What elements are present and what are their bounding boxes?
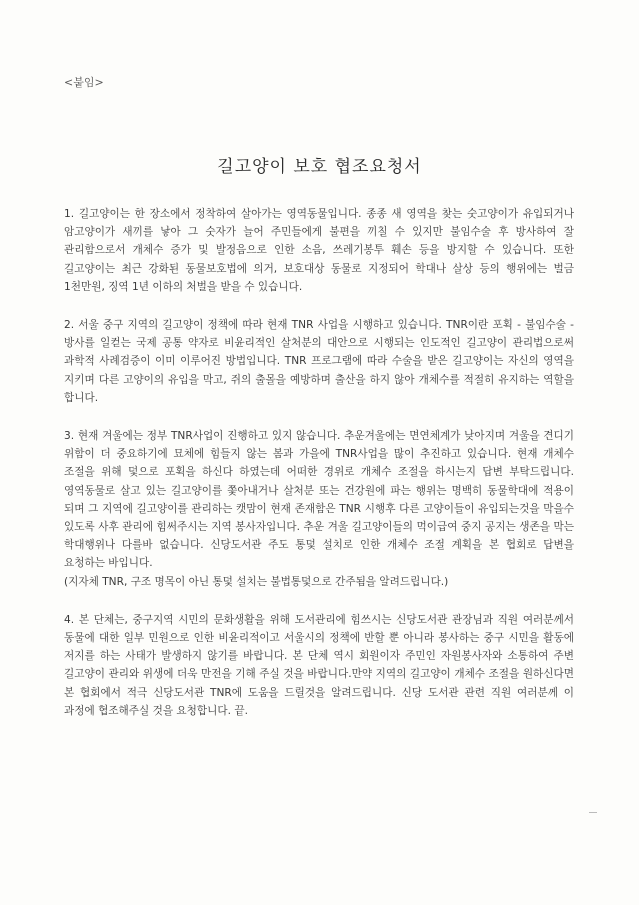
- paragraph-4: 4. 본 단체는, 중구지역 시민의 문화생활을 위해 도서관리에 힘쓰시는 신당도서관 관장님과 직원 여러분께서 동물에 대한 일부 민원으로 인한 비윤리적이고 서울시의 정책에 반할 뿐 아니라 봉사하는 중구 시민을 활동에 저지를 하는 사태가 발생하지 않기를 바랍니다. 본 단체 역시 회원이자 주민인 자원봉사자와 소통하여 주변 길고양이 관리와 위생에 더욱 만전을 기해 주실 것을 바랍니다.만약 지역의 길고양이 개체수 조절을 원하신다면 본 협회에서 적극 신당도서관 TNR에 도움을 드릴것을 알려드립니다. 신당 도서관 관련 직원 여러분께 이 과정에 협조해주실 것을 요청합니다. 끝.: [64, 613, 578, 717]
- scan-mark: [589, 812, 597, 813]
- document-title: 길고양이 보호 협조요청서: [217, 157, 422, 177]
- document-body: [64, 205, 578, 740]
- paragraph-3: 3. 현재 겨울에는 정부 TNR사업이 진행하고 있지 않습니다. 추운겨울에는 면연체계가 낮아지며 겨울을 견디기 위함이 더 중요하기에 묘체에 힘들지 않는 봄과 가을에 TNR사업을 많이 추진하고 있습니다. 현재 개체수 조절을 위해 덫으로 포획을 하신다 하였는데 어떠한 경위로 개체수 조절을 하시는지 답변 부탁드립니다. 영역동물로 살고 있는 길고양이를 쫓아내거나 살처분 또는 건강원에 파는 행위는 명백히 동물학대에 적용이 되며 그 지역에 길고양이를 관리하는 캣맘이 현재 존재함은 TNR 시행후 다른 고양이들이 유입되는것을 막을수 있도록 사후 관리에 힘써주시는 지역 봉사자입니다. 추운 겨울 길고양이들의 먹이급여 중지 공지는 생존을 막는 학대행위나 다를바 없습니다. 신당도서관 주도 통덫 설치로 인한 개체수 조절 계획을 본 협회로 답변을 요청하는 바입니다. (지자체 TNR, 구조 명목이 아닌 통덫 설치는 불법통덫으로 간주됨을 알려드립니다.): [64, 430, 574, 588]
- paragraph-2: 2. 서울 중구 지역의 길고양이 정책에 따라 현재 TNR 사업을 시행하고 있습니다. TNR이란 포획 - 불임수술 - 방사를 일컫는 국제 공통 약자로 비윤리적인 살처분의 대안으로 시행되는 인도적인 길고양이 관리법으로써 과학적 사례검증이 이미 이루어진 방법입니다. TNR 프로그램에 따라 수술을 받은 길고양이는 자신의 영역을 지키며 다른 고양이의 유입을 막고, 쥐의 출몰을 예방하며 출산을 하지 않아 개체수를 적절히 유지하는 역할을 합니다.: [64, 319, 578, 404]
- attachment-label: <붙임>: [64, 76, 104, 89]
- paragraph-1: 1. 길고양이는 한 장소에서 정착하여 살아가는 영역동물입니다. 종종 새 영역을 찾는 숫고양이가 유입되거나 암고양이가 새끼를 낳아 그 숫자가 늘어 주민들에게 불편을 끼칠 수 있지만 불임수술 후 방사하여 잘 관리함으로서 개체수 증가 및 발정음으로 인한 소음, 쓰레기봉투 훼손 등을 방지할 수 있습니다. 또한 길고양이는 최근 강화된 동물보호법에 의거, 보호대상 동물로 지정되어 학대나 살상 등의 행위에는 벌금 1천만원, 징역 1년 이하의 처벌을 받을 수 있습니다.: [64, 208, 578, 293]
